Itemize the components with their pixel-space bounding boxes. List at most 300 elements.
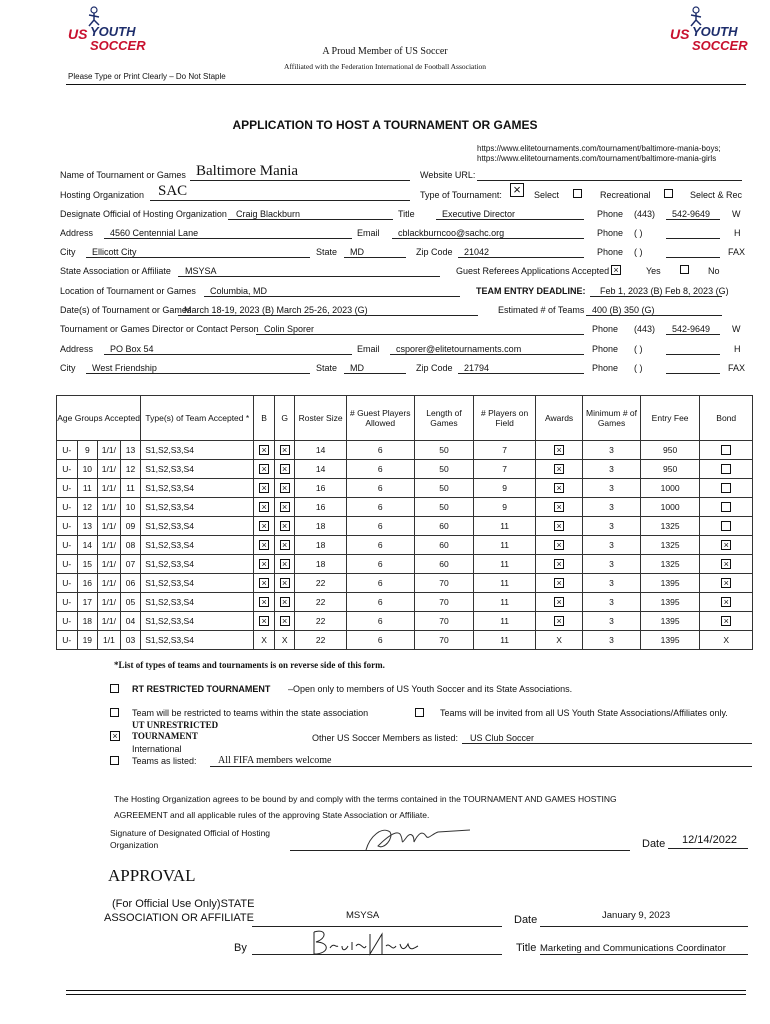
- phone-fax: FAX: [728, 363, 746, 373]
- cell-roster: 18: [295, 555, 346, 574]
- bond-checkbox[interactable]: [721, 464, 731, 474]
- underline: [666, 238, 720, 239]
- footer-divider-2: [66, 994, 746, 995]
- phone-area[interactable]: (443): [634, 209, 656, 219]
- email-field[interactable]: cblackburncoo@sachc.org: [398, 228, 505, 238]
- cell-bond: [700, 593, 753, 612]
- cell-b: X: [254, 631, 275, 650]
- cell-g: [274, 536, 295, 555]
- cell-age: 12: [77, 498, 98, 517]
- phone-label: Phone: [597, 228, 624, 238]
- underline: [104, 238, 352, 239]
- cell-types: S1,S2,S3,S4: [141, 441, 254, 460]
- city-field[interactable]: Ellicott City: [92, 247, 137, 257]
- hosting-org-field[interactable]: SAC: [158, 183, 188, 199]
- email-label: Email: [357, 344, 380, 354]
- bond-checkbox[interactable]: ×: [721, 540, 731, 550]
- zip-field[interactable]: 21042: [464, 247, 490, 257]
- g-checkbox[interactable]: ×: [280, 521, 290, 531]
- g-checkbox[interactable]: ×: [280, 559, 290, 569]
- cell-length: 50: [414, 460, 474, 479]
- cell-min: 3: [583, 593, 641, 612]
- cell-bond: [700, 612, 753, 631]
- awards-checkbox[interactable]: ×: [554, 502, 564, 512]
- cell-age: 17: [77, 593, 98, 612]
- approval-signature-line: [252, 954, 502, 955]
- cell-u: U-: [57, 612, 78, 631]
- cell-types: S1,S2,S3,S4: [141, 536, 254, 555]
- intl-field[interactable]: All FIFA members welcome: [218, 755, 332, 766]
- cell-players: 11: [474, 555, 536, 574]
- bond-checkbox[interactable]: ×: [721, 616, 731, 626]
- cell-awards: [535, 612, 582, 631]
- approval-date-label: Date: [514, 914, 538, 926]
- cell-b: [254, 517, 275, 536]
- underline: [178, 276, 440, 277]
- cell-roster: 18: [295, 536, 346, 555]
- cell-guest: 6: [346, 612, 414, 631]
- phone-home-area[interactable]: ( ): [634, 228, 643, 238]
- cell-guest: 6: [346, 460, 414, 479]
- date-label: Date: [642, 838, 666, 850]
- cell-roster: 16: [295, 498, 346, 517]
- cell-d: 1/1/: [98, 460, 121, 479]
- cell-guest: 6: [346, 555, 414, 574]
- est-teams-label: Estimated # of Teams: [498, 305, 585, 315]
- phone-fax: FAX: [728, 247, 746, 257]
- name-label: Name of Tournament or Games: [60, 170, 186, 180]
- location-field[interactable]: Columbia, MD: [210, 286, 268, 296]
- intl-checkbox[interactable]: [110, 756, 119, 765]
- cell-length: 50: [414, 441, 474, 460]
- bond-checkbox[interactable]: [721, 502, 731, 512]
- cell-players: 11: [474, 574, 536, 593]
- cell-g: [274, 460, 295, 479]
- cell-length: 50: [414, 479, 474, 498]
- dir-fax-area[interactable]: ( ): [634, 363, 643, 373]
- b-checkbox[interactable]: ×: [259, 445, 269, 455]
- phone-label: Phone: [597, 247, 624, 257]
- col-g: G: [274, 396, 295, 441]
- awards-checkbox[interactable]: ×: [554, 578, 564, 588]
- approval-title-label: Title: [516, 942, 537, 954]
- restricted-state-checkbox[interactable]: [110, 708, 119, 717]
- b-checkbox[interactable]: ×: [259, 597, 269, 607]
- col-length: Length of Games: [414, 396, 474, 441]
- awards-checkbox[interactable]: ×: [554, 616, 564, 626]
- print-note: Please Type or Print Clearly – Do Not Staple: [68, 72, 226, 81]
- state-label: State: [316, 363, 338, 373]
- table-row: [57, 517, 753, 536]
- phone-label: Phone: [592, 324, 619, 334]
- awards-checkbox[interactable]: ×: [554, 464, 564, 474]
- state-label: State: [316, 247, 338, 257]
- underline: [462, 743, 752, 744]
- g-checkbox[interactable]: ×: [280, 578, 290, 588]
- underline: [86, 257, 310, 258]
- location-label: Location of Tournament or Games: [60, 286, 196, 296]
- email-label: Email: [357, 228, 380, 238]
- cell-bond: [700, 441, 753, 460]
- table-row: [57, 441, 753, 460]
- phone-label: Phone: [592, 344, 619, 354]
- dir-address-field[interactable]: PO Box 54: [110, 344, 154, 354]
- cell-awards: [535, 517, 582, 536]
- logo-us: US: [670, 26, 690, 42]
- cell-d: 1/1/: [98, 593, 121, 612]
- official-title-field[interactable]: Executive Director: [442, 209, 516, 219]
- cell-min: 3: [583, 460, 641, 479]
- invited-all-checkbox[interactable]: [415, 708, 424, 717]
- cell-age: 14: [77, 536, 98, 555]
- awards-checkbox[interactable]: ×: [554, 445, 564, 455]
- other-members-label: Other US Soccer Members as listed:: [312, 733, 459, 743]
- awards-checkbox[interactable]: ×: [554, 597, 564, 607]
- cell-u: U-: [57, 517, 78, 536]
- cell-d: 1/1/: [98, 574, 121, 593]
- website-label: Website URL:: [420, 170, 476, 180]
- sig-label2: Organization: [110, 840, 159, 850]
- website-url-field[interactable]: https://www.elitetournaments.com/tournament/baltimore-mania-boys; https://www.elitetournaments.com/tournament/baltimore-mania-girls: [477, 144, 721, 163]
- cell-bond: X: [700, 631, 753, 650]
- cell-age: 10: [77, 460, 98, 479]
- cell-fee: 1395: [640, 593, 700, 612]
- cell-d: 1/1/: [98, 555, 121, 574]
- table-body: [57, 441, 753, 650]
- address-field[interactable]: 4560 Centennial Lane: [110, 228, 199, 238]
- underline: [540, 926, 748, 927]
- official-label: Designate Official of Hosting Organization: [60, 209, 227, 219]
- est-teams-field[interactable]: 400 (B) 350 (G): [592, 305, 655, 315]
- underline: [590, 296, 722, 297]
- cell-bond: [700, 574, 753, 593]
- cell-types: S1,S2,S3,S4: [141, 574, 254, 593]
- logo-youth: YOUTH: [692, 24, 738, 39]
- b-checkbox[interactable]: ×: [259, 616, 269, 626]
- cell-guest: 6: [346, 574, 414, 593]
- cell-yr: 06: [120, 574, 141, 593]
- cell-types: S1,S2,S3,S4: [141, 498, 254, 517]
- phone-number[interactable]: 542-9649: [672, 209, 711, 219]
- underline: [392, 238, 584, 239]
- underline: [228, 219, 393, 220]
- underline: [540, 954, 748, 955]
- type-select-rec-checkbox[interactable]: [664, 189, 673, 198]
- b-checkbox[interactable]: ×: [259, 559, 269, 569]
- underline: [204, 296, 460, 297]
- cell-yr: 08: [120, 536, 141, 555]
- cell-age: 16: [77, 574, 98, 593]
- cell-d: 1/1/: [98, 612, 121, 631]
- cell-fee: 1000: [640, 498, 700, 517]
- cell-roster: 14: [295, 441, 346, 460]
- cell-b: [254, 612, 275, 631]
- cell-u: U-: [57, 498, 78, 517]
- cell-bond: [700, 498, 753, 517]
- cell-g: [274, 555, 295, 574]
- bond-checkbox[interactable]: ×: [721, 578, 731, 588]
- ut-line2: TOURNAMENT: [132, 731, 198, 741]
- intl-line1: International: [132, 744, 182, 754]
- cell-length: 70: [414, 631, 474, 650]
- assoc-label: State Association or Affiliate: [60, 266, 171, 276]
- phone-w: W: [732, 209, 741, 219]
- cell-guest: 6: [346, 441, 414, 460]
- rt-desc: –Open only to members of US Youth Soccer and its State Associations.: [288, 684, 573, 694]
- cell-yr: 07: [120, 555, 141, 574]
- official-use-line1: (For Official Use Only)STATE: [112, 898, 255, 910]
- g-checkbox[interactable]: ×: [280, 464, 290, 474]
- cell-types: S1,S2,S3,S4: [141, 517, 254, 536]
- cell-u: U-: [57, 593, 78, 612]
- cell-yr: 03: [120, 631, 141, 650]
- other-members-field[interactable]: US Club Soccer: [470, 733, 535, 743]
- table-row: [57, 536, 753, 555]
- cell-fee: 1325: [640, 517, 700, 536]
- cell-roster: 22: [295, 574, 346, 593]
- cell-players: 11: [474, 593, 536, 612]
- dates-label: Date(s) of Tournament or Games: [60, 305, 192, 315]
- cell-d: 1/1/: [98, 517, 121, 536]
- type-select-checkbox[interactable]: ×: [510, 183, 524, 197]
- cell-roster: 14: [295, 460, 346, 479]
- table-row: [57, 631, 753, 650]
- official-name-field[interactable]: Craig Blackburn: [236, 209, 301, 219]
- b-checkbox[interactable]: ×: [259, 521, 269, 531]
- cell-awards: [535, 441, 582, 460]
- logo-soccer: SOCCER: [90, 38, 146, 53]
- b-checkbox[interactable]: ×: [259, 502, 269, 512]
- hosting-label: Hosting Organization: [60, 190, 145, 200]
- g-checkbox[interactable]: ×: [280, 502, 290, 512]
- underline: [190, 180, 410, 181]
- rt-checkbox[interactable]: [110, 684, 119, 693]
- col-fee: Entry Fee: [640, 396, 700, 441]
- cell-guest: 6: [346, 536, 414, 555]
- ut-line1: UT UNRESTRICTED: [132, 720, 219, 730]
- assoc-field[interactable]: MSYSA: [185, 266, 217, 276]
- deadline-field[interactable]: Feb 1, 2023 (B) Feb 8, 2023 (G): [600, 286, 729, 296]
- restricted-state-label: Team will be restricted to teams within the state association: [132, 708, 369, 718]
- approval-date-field[interactable]: January 9, 2023: [602, 910, 671, 921]
- signature-image: [360, 816, 480, 858]
- bond-checkbox[interactable]: ×: [721, 597, 731, 607]
- cell-age: 11: [77, 479, 98, 498]
- approval-title-field[interactable]: Marketing and Communications Coordinator: [540, 943, 726, 954]
- bond-checkbox[interactable]: ×: [721, 559, 731, 569]
- cell-u: U-: [57, 574, 78, 593]
- city-label: City: [60, 363, 76, 373]
- underline: [344, 373, 406, 374]
- cell-yr: 04: [120, 612, 141, 631]
- cell-age: 9: [77, 441, 98, 460]
- approval-assoc-field[interactable]: MSYSA: [346, 910, 380, 921]
- cell-length: 60: [414, 536, 474, 555]
- cell-g: [274, 612, 295, 631]
- dates-field[interactable]: March 18-19, 2023 (B) March 25-26, 2023 (G): [184, 305, 368, 315]
- type-recreational-label: Recreational: [600, 190, 651, 200]
- cell-yr: 09: [120, 517, 141, 536]
- title-label: Title: [398, 209, 415, 219]
- underline: [150, 200, 410, 201]
- cell-d: 1/1/: [98, 536, 121, 555]
- guest-ref-yes-label: Yes: [646, 266, 661, 276]
- awards-checkbox[interactable]: ×: [554, 521, 564, 531]
- cell-players: 7: [474, 441, 536, 460]
- col-roster: Roster Size: [295, 396, 346, 441]
- cell-min: 3: [583, 555, 641, 574]
- phone-label: Phone: [592, 363, 619, 373]
- cell-d: 1/1/: [98, 498, 121, 517]
- phone-h: H: [734, 344, 741, 354]
- cell-awards: [535, 574, 582, 593]
- cell-awards: [535, 498, 582, 517]
- date-field[interactable]: 12/14/2022: [682, 834, 738, 846]
- cell-types: S1,S2,S3,S4: [141, 555, 254, 574]
- g-checkbox[interactable]: ×: [280, 483, 290, 493]
- cell-guest: 6: [346, 498, 414, 517]
- cell-length: 60: [414, 517, 474, 536]
- deadline-label: TEAM ENTRY DEADLINE:: [476, 286, 586, 296]
- cell-guest: 6: [346, 631, 414, 650]
- bond-checkbox[interactable]: [721, 483, 731, 493]
- page-title: APPLICATION TO HOST A TOURNAMENT OR GAMES: [232, 118, 538, 132]
- cell-d: 1/1/: [98, 441, 121, 460]
- cell-yr: 13: [120, 441, 141, 460]
- b-checkbox[interactable]: ×: [259, 540, 269, 550]
- type-select-label: Select: [534, 190, 560, 200]
- cell-min: 3: [583, 631, 641, 650]
- type-label: Type of Tournament:: [420, 190, 502, 200]
- b-checkbox[interactable]: ×: [259, 483, 269, 493]
- awards-checkbox[interactable]: ×: [554, 483, 564, 493]
- phone-label: Phone: [597, 209, 624, 219]
- type-recreational-checkbox[interactable]: [573, 189, 582, 198]
- b-checkbox[interactable]: ×: [259, 464, 269, 474]
- cell-min: 3: [583, 498, 641, 517]
- underline: [436, 219, 584, 220]
- dir-city-field[interactable]: West Friendship: [92, 363, 157, 373]
- dir-state-field[interactable]: MD: [350, 363, 364, 373]
- g-checkbox[interactable]: ×: [280, 597, 290, 607]
- guest-ref-no-checkbox[interactable]: [680, 265, 689, 274]
- cell-players: 11: [474, 536, 536, 555]
- cell-u: U-: [57, 631, 78, 650]
- table-row: [57, 555, 753, 574]
- cell-fee: 950: [640, 460, 700, 479]
- cell-yr: 11: [120, 479, 141, 498]
- cell-age: 18: [77, 612, 98, 631]
- dir-phone-area[interactable]: (443): [634, 324, 656, 334]
- cell-g: [274, 441, 295, 460]
- cell-length: 70: [414, 574, 474, 593]
- b-checkbox[interactable]: ×: [259, 578, 269, 588]
- cell-b: [254, 441, 275, 460]
- official-use-line2: ASSOCIATION OR AFFILIATE: [104, 912, 254, 924]
- dir-phone-home[interactable]: ( ): [634, 344, 643, 354]
- cell-age: 15: [77, 555, 98, 574]
- types-note: *List of types of teams and tournaments is on reverse side of this form.: [114, 660, 385, 670]
- underline: [668, 848, 748, 849]
- cell-awards: [535, 555, 582, 574]
- cell-roster: 22: [295, 631, 346, 650]
- state-field[interactable]: MD: [350, 247, 364, 257]
- underline: [390, 354, 584, 355]
- bond-checkbox[interactable]: [721, 521, 731, 531]
- cell-bond: [700, 479, 753, 498]
- member-line: A Proud Member of US Soccer: [322, 46, 448, 57]
- g-checkbox[interactable]: ×: [280, 540, 290, 550]
- by-label: By: [234, 942, 247, 954]
- col-b: B: [254, 396, 275, 441]
- underline: [666, 334, 720, 335]
- cell-roster: 16: [295, 479, 346, 498]
- intl-line2: Teams as listed:: [132, 756, 197, 766]
- cell-roster: 22: [295, 612, 346, 631]
- cell-length: 60: [414, 555, 474, 574]
- cell-min: 3: [583, 441, 641, 460]
- dir-zip-field[interactable]: 21794: [464, 363, 490, 373]
- table-row: [57, 593, 753, 612]
- cell-players: 9: [474, 479, 536, 498]
- cell-min: 3: [583, 574, 641, 593]
- cell-u: U-: [57, 536, 78, 555]
- signature-line: [290, 850, 630, 851]
- cell-d: 1/1: [98, 631, 121, 650]
- cell-awards: [535, 536, 582, 555]
- awards-checkbox[interactable]: ×: [554, 559, 564, 569]
- table-row: [57, 574, 753, 593]
- awards-checkbox[interactable]: ×: [554, 540, 564, 550]
- underline: [178, 315, 478, 316]
- bond-checkbox[interactable]: [721, 445, 731, 455]
- underline: [666, 257, 720, 258]
- cell-roster: 22: [295, 593, 346, 612]
- phone-h: H: [734, 228, 741, 238]
- cell-min: 3: [583, 612, 641, 631]
- cell-b: [254, 593, 275, 612]
- underline: [104, 354, 352, 355]
- invited-all-label: Teams will be invited from all US Youth State Associations/Affiliates only.: [440, 708, 728, 718]
- header-divider: [66, 84, 746, 85]
- underline: [666, 373, 720, 374]
- cell-u: U-: [57, 555, 78, 574]
- guest-ref-yes-checkbox[interactable]: ×: [611, 265, 621, 275]
- underline: [666, 219, 720, 220]
- cell-bond: [700, 536, 753, 555]
- cell-g: [274, 574, 295, 593]
- ut-checkbox[interactable]: ×: [110, 731, 120, 741]
- director-field[interactable]: Colin Sporer: [264, 324, 315, 334]
- tournament-name-field[interactable]: Baltimore Mania: [196, 163, 299, 179]
- dir-phone-number[interactable]: 542-9649: [672, 324, 711, 334]
- dir-email-field[interactable]: csporer@elitetournaments.com: [396, 344, 522, 354]
- fax-area[interactable]: ( ): [634, 247, 643, 257]
- cell-length: 70: [414, 612, 474, 631]
- table-row: [57, 498, 753, 517]
- approval-heading: APPROVAL: [108, 866, 196, 885]
- underline: [458, 373, 584, 374]
- affiliate-line: Affiliated with the Federation International de Football Association: [283, 62, 487, 71]
- cell-players: 9: [474, 498, 536, 517]
- cell-min: 3: [583, 479, 641, 498]
- g-checkbox[interactable]: ×: [280, 616, 290, 626]
- footer-divider: [66, 990, 746, 991]
- cell-fee: 1395: [640, 612, 700, 631]
- g-checkbox[interactable]: ×: [280, 445, 290, 455]
- agreement-line2: AGREEMENT and all applicable rules of the approving State Association or Affiliate.: [114, 810, 430, 820]
- cell-fee: 1395: [640, 574, 700, 593]
